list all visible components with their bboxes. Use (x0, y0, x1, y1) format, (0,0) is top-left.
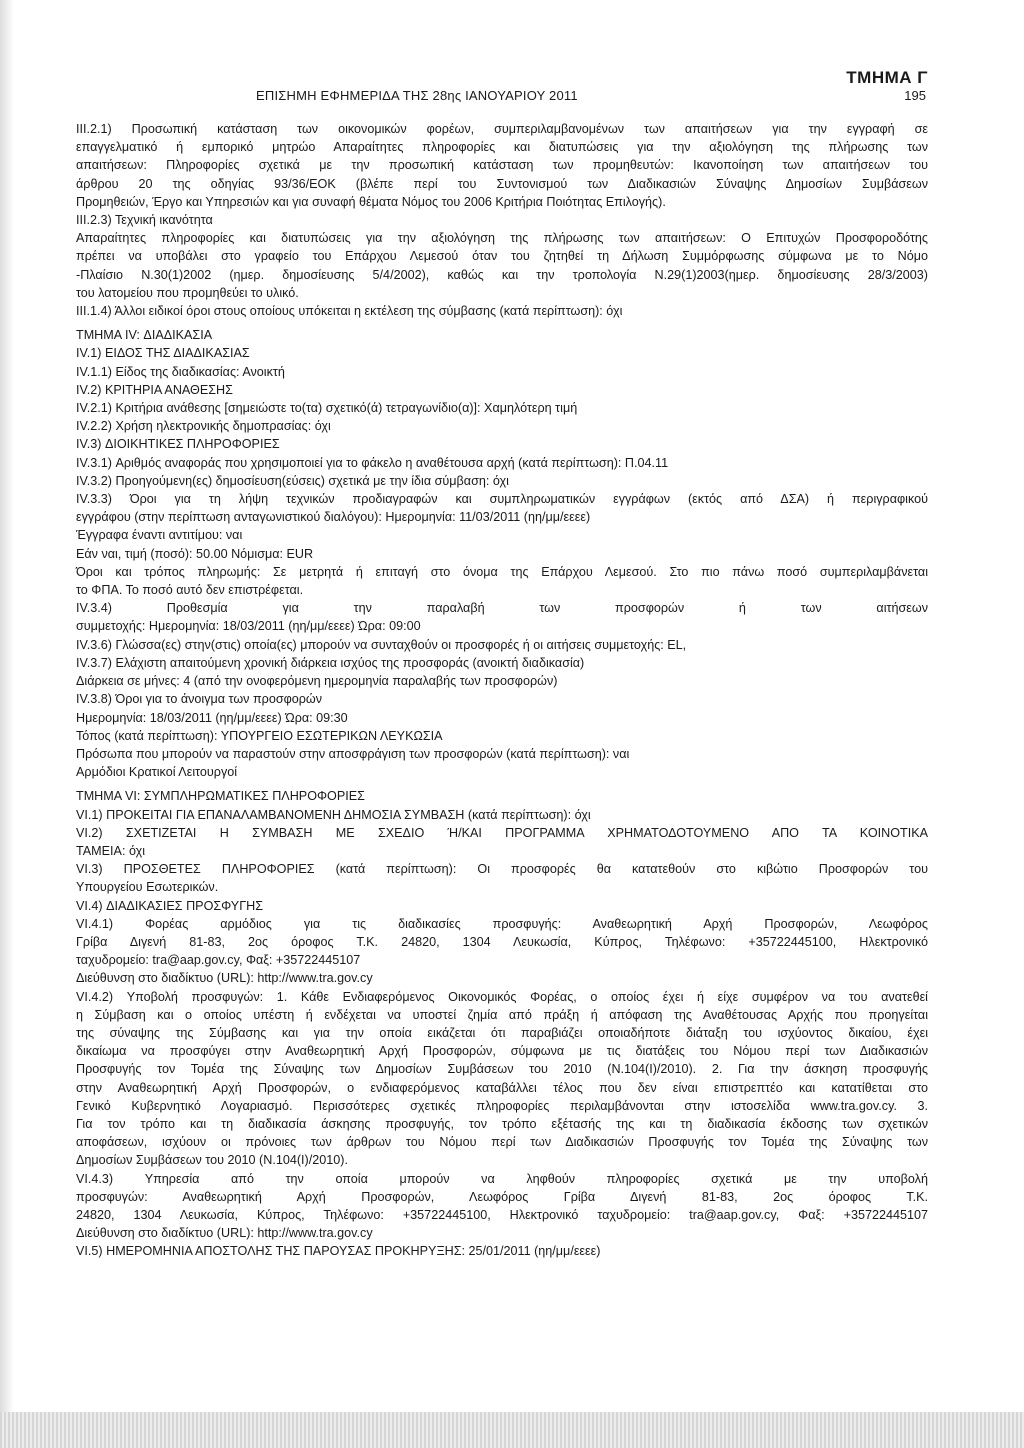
text-line: Γρίβα Διγενή 81-83, 2ος όροφος Τ.Κ. 24820, 1304 Λευκωσία, Κύπρος, Τηλέφωνο: +35722445100, Ηλεκτρονικό (76, 934, 928, 949)
text-line: Διάρκεια σε μήνες: 4 (από την ονοφερόμενη ημερομηνία παραλαβής των προσφορών) (76, 674, 558, 689)
text-line: IV.1.1) Είδος της διαδικασίας: Ανοικτή (76, 364, 285, 379)
text-line: IV.3.6) Γλώσσα(ες) στην(στις) οποία(ες) μπορούν να συνταχθούν οι προσφορές ή οι αιτήσεις συμμετοχής: EL, (76, 637, 687, 652)
text-line: πρέπει να υποβάλει στο γραφείο του Επάρχου Λεμεσού όταν του ζητηθεί τη Δήλωση Συμμόρφωσης σύμφωνα με το Νόμο (76, 249, 928, 264)
text-line: IV.3) ΔΙΟΙΚΗΤΙΚΕΣ ΠΛΗΡΟΦΟΡΙΕΣ (76, 437, 280, 452)
text-line: Έγγραφα έναντι αντιτίμου: ναι (76, 528, 243, 543)
text-line: δικαίωμα να προσφύγει στην Αναθεωρητική Αρχή Προσφορών, σύμφωνα με τις διατάξεις του Νόμου περί των Διαδικασιών (76, 1044, 928, 1059)
text-line: η Σύμβαση και ο οποίος υπέστη ή ενδέχεται να υποστεί ζημία από πράξη ή απόφαση της Αναθέτουσας Αρχής που προηγείται (76, 1007, 928, 1022)
text-line: Διεύθυνση στο διαδίκτυο (URL): http://www.tra.gov.cy (76, 1226, 373, 1241)
text-line: VI.4.3) Υπηρεσία από την οποία μπορούν να ληφθούν πληροφορίες σχετικά με την υποβολή (76, 1171, 928, 1186)
document-body (76, 120, 928, 1261)
scan-bottom-strip (0, 1412, 1024, 1448)
text-line: στην Αναθεωρητική Αρχή Προσφορών, ο ενδιαφερόμενος καταβάλλει τέλος που δεν είναι επιστρεπτέο και κατατίθεται στο (76, 1080, 928, 1095)
scan-edge-shadow (0, 0, 14, 1448)
text-line: ΙΙΙ.2.1) Προσωπική κατάσταση των οικονομικών φορέων, συμπεριλαμβανομένων των απαιτήσεων για την εγγραφή σε (76, 122, 928, 136)
text-line: VI.4) ΔΙΑΔΙΚΑΣΙΕΣ ΠΡΟΣΦΥΓΗΣ (76, 898, 264, 913)
text-line: Διεύθυνση στο διαδίκτυο (URL): http://www.tra.gov.cy (76, 971, 373, 986)
text-line: εγγράφου (στην περίπτωση ανταγωνιστικού διαλόγου): Ημερομηνία: 11/03/2011 (ηη/μμ/εεεε) (76, 510, 591, 525)
text-line: ΤΜΗΜΑ VI: ΣΥΜΠΛΗΡΩΜΑΤΙΚΕΣ ΠΛΗΡΟΦΟΡΙΕΣ (76, 789, 365, 804)
text-line: Για τον τρόπο και τη διαδικασία άσκησης προσφυγής, τον τρόπο εξέτασής της και τη διαδικασία έκδοσης των σχετικών (76, 1116, 928, 1131)
gazette-page (76, 60, 928, 1261)
text-line: Όροι και τρόπος πληρωμής: Σε μετρητά ή επιταγή στο όνομα της Επάρχου Λεμεσού. Στο πιο πάνω ποσό συμπεριλαμβάνεται (76, 564, 928, 579)
section-tag: ΤΜΗΜΑ Γ (846, 68, 928, 87)
text-line: Εάν ναι, τιμή (ποσό): 50.00 Νόμισμα: EUR (76, 546, 314, 561)
text-line: Αρμόδιοι Κρατικοί Λειτουργοί (76, 765, 238, 780)
text-line: IV.2.1) Κριτήρια ανάθεσης [σημειώστε το(τα) σχετικό(ά) τετραγωνίδιο(α)]: Χαμηλότερη τιμή (76, 401, 578, 416)
text-line: Δημοσίων Συμβάσεων του 2010 (Ν.104(Ι)/2010). (76, 1153, 348, 1168)
text-line: Ημερομηνία: 18/03/2011 (ηη/μμ/εεεε) Ώρα: 09:30 (76, 710, 348, 725)
text-line: IV.3.2) Προηγούμενη(ες) δημοσίευση(εύσεις) σχετικά με την ίδια σύμβαση: όχι (76, 473, 509, 488)
text-line: VI.5) ΗΜΕΡΟΜΗΝΙΑ ΑΠΟΣΤΟΛΗΣ ΤΗΣ ΠΑΡΟΥΣΑΣ ΠΡΟΚΗΡΥΞΗΣ: 25/01/2011 (ηη/μμ/εεεε) (76, 1244, 601, 1259)
text-line: IV.1) ΕΙΔΟΣ ΤΗΣ ΔΙΑΔΙΚΑΣΙΑΣ (76, 346, 250, 361)
text-line: της σύναψης της Σύμβασης και για την οποία εικάζεται ότι παραβιάζει οποιαδήποτε διάταξη του ισχύοντος δικαίου, έχει (76, 1025, 928, 1040)
text-line: Πρόσωπα που μπορούν να παραστούν στην αποσφράγιση των προσφορών (κατά περίπτωση): ναι (76, 746, 630, 761)
text-line: IV.3.7) Ελάχιστη απαιτούμενη χρονική διάρκεια ισχύος της προσφοράς (ανοικτή διαδικασία) (76, 655, 585, 670)
text-line: συμμετοχής: Ημερομηνία: 18/03/2011 (ηη/μμ/εεεε) Ώρα: 09:00 (76, 619, 421, 634)
text-line: IV.3.1) Αριθμός αναφοράς που χρησιμοποιεί για το φάκελο η αναθέτουσα αρχή (κατά περίπτωση): Π.04.11 (76, 455, 669, 470)
text-line: ΤΜΗΜΑ IV: ΔΙΑΔΙΚΑΣΙΑ (76, 328, 213, 343)
text-line: επαγγελματικό ή εμπορικό μητρώο Απαραίτητες πληροφορίες και διατυπώσεις για την αξιολόγηση της πλήρωσης των (76, 140, 928, 155)
text-line: Γενικό Κυβερνητικό Λογαριασμό. Περισσότερες σχετικές πληροφορίες περιλαμβάνονται στην ιστοσελίδα www.tra.gov.cy. 3. (76, 1098, 928, 1113)
text-line: άρθρου 20 της οδηγίας 93/36/ΕΟΚ (βλέπε περί του Συντονισμού των Διαδικασιών Σύναψης Δημοσίων Συμβάσεων (76, 176, 928, 191)
text-line: ΤΑΜΕΙΑ: όχι (76, 843, 146, 858)
text-line: Προμηθειών, Έργο και Υπηρεσιών και για συναφή θέματα Νόμος του 2006 Κριτήρια Ποιότητας Επιλογής). (76, 194, 666, 209)
text-line: προσφυγών: Αναθεωρητική Αρχή Προσφορών, Λεωφόρος Γρίβα Διγενή 81-83, 2ος όροφος Τ.Κ. (76, 1189, 928, 1204)
gazette-title: ΕΠΙΣΗΜΗ ΕΦΗΜΕΡΙΔΑ ΤΗΣ 28ης ΙΑΝΟΥΑΡΙΟΥ 2011 (256, 88, 578, 103)
text-line: VI.2) ΣΧΕΤΙΖΕΤΑΙ Η ΣΥΜΒΑΣΗ ΜΕ ΣΧΕΔΙΟ Ή/ΚΑΙ ΠΡΟΓΡΑΜΜΑ ΧΡΗΜΑΤΟΔΟΤΟΥΜΕΝΟ ΑΠΟ ΤΑ ΚΟΙΝΟΤΙΚΑ (76, 825, 928, 840)
page-number: 195 (904, 88, 926, 103)
text-line: ΙΙΙ.2.3) Τεχνική ικανότητα (76, 213, 213, 228)
text-line: IV.3.4) Προθεσμία για την παραλαβή των προσφορών ή των αιτήσεων (76, 601, 928, 616)
page-header (76, 60, 928, 116)
text-line: -Πλαίσιο Ν.30(1)2002 (ημερ. δημοσίευσης 5/4/2002), καθώς και την τροπολογία Ν.29(1)2003(ημερ. δημοσίευσης 28/3/2003) (76, 267, 928, 282)
text-line: IV.2) ΚΡΙΤΗΡΙΑ ΑΝΑΘΕΣΗΣ (76, 382, 233, 397)
text-line: VI.1) ΠΡΟΚΕΙΤΑΙ ΓΙΑ ΕΠΑΝΑΛΑΜΒΑΝΟΜΕΝΗ ΔΗΜΟΣΙΑ ΣΥΜΒΑΣΗ (κατά περίπτωση): όχι (76, 807, 591, 822)
text-line: 24820, 1304 Λευκωσία, Κύπρος, Τηλέφωνο: +35722445100, Ηλεκτρονικό ταχυδρομείο: tra@aap.gov.cy, Φαξ: +35722445107 (76, 1207, 928, 1222)
text-line: ΙΙΙ.1.4) Άλλοι ειδικοί όροι στους οποίους υπόκειται η εκτέλεση της σύμβασης (κατά περίπτωση): όχι (76, 304, 623, 319)
text-line: IV.3.8) Όροι για το άνοιγμα των προσφορών (76, 692, 323, 707)
text-line: VI.4.1) Φορέας αρμόδιος για τις διαδικασίες προσφυγής: Αναθεωρητική Αρχή Προσφορών, Λεωφόρος (76, 916, 928, 931)
text-line: αποφάσεων, ισχύουν οι πρόνοιες των άρθρων του Νόμου περί των Διαδικασιών Προσφυγής τον Τομέα της Σύναψης των (76, 1135, 928, 1150)
text-line: ταχυδρομείο: tra@aap.gov.cy, Φαξ: +35722445107 (76, 953, 361, 968)
text-line: IV.3.3) Όροι για τη λήψη τεχνικών προδιαγραφών και συμπληρωματικών εγγράφων (εκτός από ΔΣΑ) ή περιγραφικού (76, 492, 928, 507)
text-line: το ΦΠΑ. Το ποσό αυτό δεν επιστρέφεται. (76, 583, 304, 598)
text-line: του λατομείου που προμηθεύει το υλικό. (76, 285, 299, 300)
text-line: IV.2.2) Χρήση ηλεκτρονικής δημοπρασίας: όχι (76, 419, 331, 434)
text-line: Υπουργείου Εσωτερικών. (76, 880, 219, 895)
text-line: Τόπος (κατά περίπτωση): ΥΠΟΥΡΓΕΙΟ ΕΣΩΤΕΡΙΚΩΝ ΛΕΥΚΩΣΙΑ (76, 728, 443, 743)
text-line: Απαραίτητες πληροφορίες και διατυπώσεις για την αξιολόγηση της πλήρωσης των απαιτήσεων: Ο Επιτυχών Προσφοροδότης (76, 231, 928, 246)
text-line: VI.3) ΠΡΟΣΘΕΤΕΣ ΠΛΗΡΟΦΟΡΙΕΣ (κατά περίπτωση): Οι προσφορές θα κατατεθούν στο κιβώτιο Προσφορών του (76, 862, 928, 877)
text-line: VI.4.2) Υποβολή προσφυγών: 1. Κάθε Ενδιαφερόμενος Οικονομικός Φορέας, ο οποίος έχει ή είχε συμφέρον να του ανατεθεί (76, 989, 928, 1004)
text-line: Προσφυγής τον Τομέα της Σύναψης των Δημοσίων Συμβάσεων του 2010 (Ν.104(Ι)/2010). 2. Για την άσκηση προσφυγής (76, 1062, 928, 1077)
text-line: απαιτήσεων: Πληροφορίες σχετικά με την προσωπική κατάσταση των προμηθευτών: Ικανοποίηση των απαιτήσεων του (76, 158, 928, 173)
